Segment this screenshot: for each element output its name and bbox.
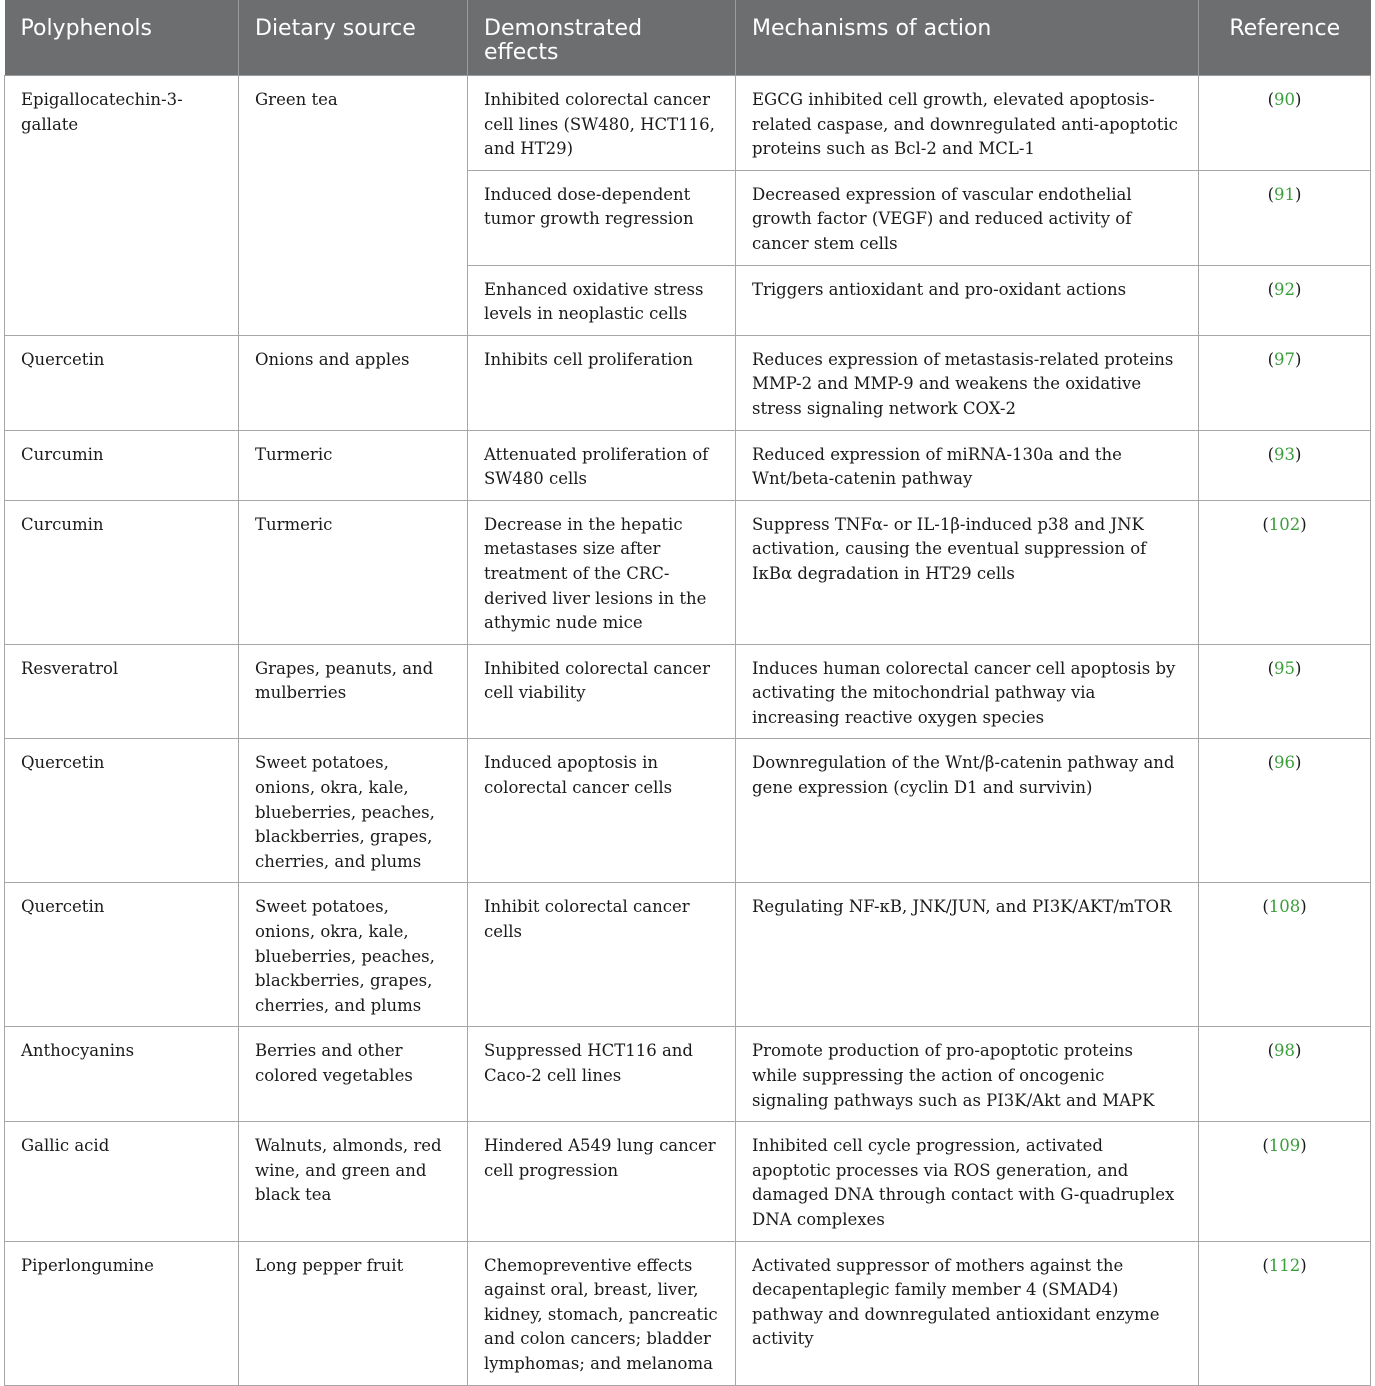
mechanism-cell: Regulating NF-κB, JNK/JUN, and PI3K/AKT/mTOR xyxy=(736,883,1199,1027)
reference-link[interactable]: 93 xyxy=(1274,444,1295,464)
source-cell: Green tea xyxy=(239,76,468,336)
source-cell: Long pepper fruit xyxy=(239,1241,468,1385)
mechanism-cell: Suppress TNFα- or IL-1β-induced p38 and JNK activation, causing the eventual suppression of IκBα degradation in HT29 cells xyxy=(736,500,1199,644)
mechanism-cell: Activated suppressor of mothers against the decapentaplegic family member 4 (SMAD4) pathway and downregulated antioxidant enzyme activity xyxy=(736,1241,1199,1385)
header-row xyxy=(5,0,1371,76)
effect-cell: Inhibited colorectal cancer cell lines (SW480, HCT116, and HT29) xyxy=(468,76,736,171)
reference-link[interactable]: 97 xyxy=(1274,349,1295,369)
mechanism-cell: Reduces expression of metastasis-related proteins MMP-2 and MMP-9 and weakens the oxidative stress signaling network COX-2 xyxy=(736,335,1199,430)
header-dietary-source: Dietary source xyxy=(239,0,468,76)
reference-link[interactable]: 98 xyxy=(1274,1041,1295,1061)
mechanism-cell: EGCG inhibited cell growth, elevated apoptosis-related caspase, and downregulated anti-apoptotic proteins such as Bcl-2 and MCL-1 xyxy=(736,76,1199,171)
mechanism-cell: Triggers antioxidant and pro-oxidant actions xyxy=(736,265,1199,335)
header-polyphenols: Polyphenols xyxy=(5,0,239,76)
table-body xyxy=(5,76,1371,1386)
mechanism-cell: Inhibited cell cycle progression, activated apoptotic processes via ROS generation, and damaged DNA through contact with G-quadruplex DNA complexes xyxy=(736,1122,1199,1241)
reference-link[interactable]: 102 xyxy=(1268,514,1301,534)
polyphenol-cell: Curcumin xyxy=(5,500,239,644)
table-row xyxy=(5,430,1371,500)
reference-cell: (93) xyxy=(1199,430,1371,500)
effect-cell: Inhibited colorectal cancer cell viability xyxy=(468,644,736,739)
reference-cell: (98) xyxy=(1199,1027,1371,1122)
source-cell: Walnuts, almonds, red wine, and green and black tea xyxy=(239,1122,468,1241)
mechanism-cell: Downregulation of the Wnt/β-catenin pathway and gene expression (cyclin D1 and survivin) xyxy=(736,739,1199,883)
table-row xyxy=(5,883,1371,1027)
polyphenol-cell: Piperlongumine xyxy=(5,1241,239,1385)
table-row xyxy=(5,1027,1371,1122)
reference-cell: (108) xyxy=(1199,883,1371,1027)
header-mechanisms: Mechanisms of action xyxy=(736,0,1199,76)
reference-link[interactable]: 90 xyxy=(1274,90,1295,109)
reference-cell: (95) xyxy=(1199,644,1371,739)
table-header xyxy=(5,0,1371,76)
effect-cell: Enhanced oxidative stress levels in neoplastic cells xyxy=(468,265,736,335)
effect-cell: Inhibit colorectal cancer cells xyxy=(468,883,736,1027)
reference-cell: (92) xyxy=(1199,265,1371,335)
polyphenol-cell: Gallic acid xyxy=(5,1122,239,1241)
reference-link[interactable]: 95 xyxy=(1274,658,1295,678)
effect-cell: Attenuated proliferation of SW480 cells xyxy=(468,430,736,500)
polyphenol-cell: Resveratrol xyxy=(5,644,239,739)
mechanism-cell: Promote production of pro-apoptotic proteins while suppressing the action of oncogenic signaling pathways such as PI3K/Akt and MAPK xyxy=(736,1027,1199,1122)
table-row xyxy=(5,76,1371,171)
polyphenol-cell: Curcumin xyxy=(5,430,239,500)
reference-cell: (91) xyxy=(1199,170,1371,265)
polyphenol-cell: Quercetin xyxy=(5,739,239,883)
polyphenol-table xyxy=(4,0,1371,1386)
reference-link[interactable]: 92 xyxy=(1274,279,1295,299)
effect-cell: Induced dose-dependent tumor growth regression xyxy=(468,170,736,265)
source-cell: Turmeric xyxy=(239,430,468,500)
reference-cell: (96) xyxy=(1199,739,1371,883)
source-cell: Sweet potatoes, onions, okra, kale, blueberries, peaches, blackberries, grapes, cherries, and plums xyxy=(239,883,468,1027)
header-reference: Reference xyxy=(1199,0,1371,76)
effect-cell: Chemopreventive effects against oral, breast, liver, kidney, stomach, pancreatic and colon cancers; bladder lymphomas; and melanoma xyxy=(468,1241,736,1385)
reference-link[interactable]: 96 xyxy=(1274,753,1295,773)
polyphenol-cell: Epigallocatechin-3-gallate xyxy=(5,76,239,336)
mechanism-cell: Reduced expression of miRNA-130a and the Wnt/beta-catenin pathway xyxy=(736,430,1199,500)
source-cell: Onions and apples xyxy=(239,335,468,430)
effect-cell: Suppressed HCT116 and Caco-2 cell lines xyxy=(468,1027,736,1122)
mechanism-cell: Induces human colorectal cancer cell apoptosis by activating the mitochondrial pathway via increasing reactive oxygen species xyxy=(736,644,1199,739)
table-row xyxy=(5,500,1371,644)
reference-cell: (97) xyxy=(1199,335,1371,430)
effect-cell: Inhibits cell proliferation xyxy=(468,335,736,430)
reference-cell: (112) xyxy=(1199,1241,1371,1385)
source-cell: Berries and other colored vegetables xyxy=(239,1027,468,1122)
reference-link[interactable]: 109 xyxy=(1268,1136,1301,1156)
mechanism-cell: Decreased expression of vascular endothelial growth factor (VEGF) and reduced activity of cancer stem cells xyxy=(736,170,1199,265)
effect-cell: Induced apoptosis in colorectal cancer cells xyxy=(468,739,736,883)
reference-cell: (90) xyxy=(1199,76,1371,171)
table-row xyxy=(5,1241,1371,1385)
source-cell: Turmeric xyxy=(239,500,468,644)
effect-cell: Hindered A549 lung cancer cell progression xyxy=(468,1122,736,1241)
source-cell: Grapes, peanuts, and mulberries xyxy=(239,644,468,739)
polyphenol-cell: Quercetin xyxy=(5,335,239,430)
polyphenol-cell: Anthocyanins xyxy=(5,1027,239,1122)
table-row xyxy=(5,739,1371,883)
header-demonstrated-effects: Demonstrated effects xyxy=(468,0,736,76)
table-row xyxy=(5,1122,1371,1241)
source-cell: Sweet potatoes, onions, okra, kale, blueberries, peaches, blackberries, grapes, cherries, and plums xyxy=(239,739,468,883)
table-row xyxy=(5,644,1371,739)
reference-cell: (109) xyxy=(1199,1122,1371,1241)
effect-cell: Decrease in the hepatic metastases size after treatment of the CRC-derived liver lesions in the athymic nude mice xyxy=(468,500,736,644)
reference-cell: (102) xyxy=(1199,500,1371,644)
reference-link[interactable]: 108 xyxy=(1268,897,1301,917)
reference-link[interactable]: 112 xyxy=(1268,1255,1301,1275)
table-row xyxy=(5,335,1371,430)
polyphenol-cell: Quercetin xyxy=(5,883,239,1027)
reference-link[interactable]: 91 xyxy=(1274,184,1295,204)
